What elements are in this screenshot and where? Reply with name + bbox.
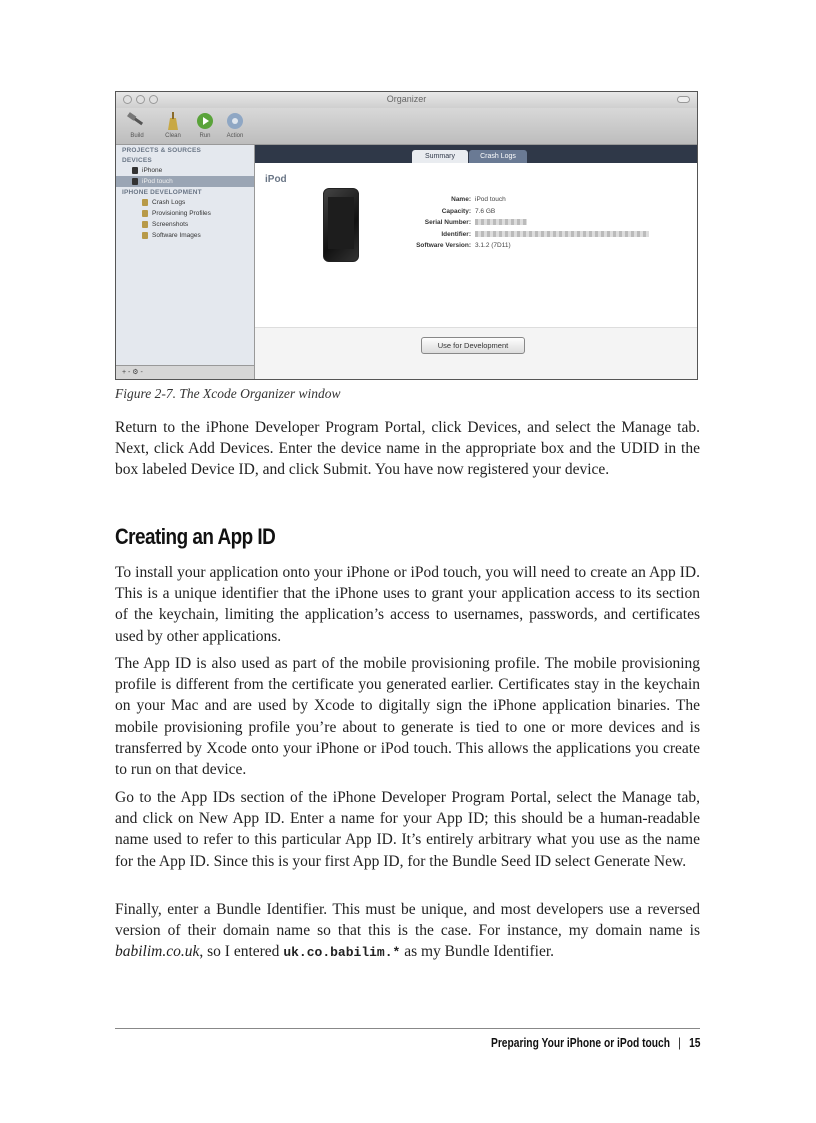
sidebar-item-provisioning[interactable] bbox=[116, 208, 254, 219]
figure-caption: Figure 2-7. The Xcode Organizer window bbox=[115, 386, 341, 401]
identifier-redacted bbox=[475, 231, 649, 237]
section-heading: Creating an App ID bbox=[115, 524, 276, 549]
sidebar-item-label: Software Images bbox=[152, 232, 201, 239]
ipod-image bbox=[323, 188, 359, 262]
clean-button[interactable] bbox=[158, 110, 188, 139]
use-for-development-button[interactable]: Use for Development bbox=[421, 337, 525, 354]
tab-summary[interactable]: Summary bbox=[412, 150, 468, 163]
tab-crash-logs[interactable]: Crash Logs bbox=[469, 150, 527, 163]
run-icon bbox=[194, 110, 216, 132]
hammer-icon bbox=[126, 110, 148, 132]
sidebar-item-iphone[interactable] bbox=[116, 165, 254, 176]
toolbar bbox=[116, 108, 697, 145]
sidebar-item-label: iPod touch bbox=[142, 178, 173, 185]
clean-label: Clean bbox=[165, 133, 181, 139]
action-label: Action bbox=[226, 133, 244, 139]
device-title: iPod bbox=[265, 174, 287, 185]
window-titlebar bbox=[116, 92, 697, 108]
running-title: Preparing Your iPhone or iPod touch bbox=[490, 1036, 670, 1050]
sidebar-item-label: iPhone bbox=[142, 167, 163, 174]
sidebar bbox=[116, 145, 255, 379]
sidebar-bottom-controls[interactable]: + - ⚙ - bbox=[116, 365, 254, 379]
bundle-identifier-code: uk.co.babilim.* bbox=[283, 945, 401, 961]
sidebar-item-crash-logs[interactable] bbox=[116, 197, 254, 208]
device-info bbox=[373, 194, 649, 252]
build-button[interactable] bbox=[122, 110, 152, 139]
footer-rule bbox=[115, 1028, 700, 1029]
ipod-icon bbox=[132, 178, 138, 185]
sidebar-section-projects[interactable]: PROJECTS & SOURCES bbox=[122, 147, 202, 154]
run-label: Run bbox=[199, 133, 211, 139]
page-footer bbox=[491, 1036, 700, 1050]
sidebar-item-screenshots[interactable] bbox=[116, 219, 254, 230]
name-label: Name: bbox=[451, 196, 471, 203]
window-title: Organizer bbox=[386, 94, 427, 104]
broom-icon bbox=[162, 110, 184, 132]
figure-screenshot bbox=[115, 91, 698, 380]
paragraph-5-text: as my Bundle Identifier. bbox=[400, 943, 555, 961]
name-value: iPod touch bbox=[475, 196, 506, 203]
serial-label: Serial Number: bbox=[424, 219, 471, 226]
sidebar-item-label: Provisioning Profiles bbox=[152, 210, 211, 217]
iphone-icon bbox=[132, 167, 138, 174]
footer-separator: | bbox=[677, 1036, 681, 1050]
capacity-value: 7.6 GB bbox=[475, 207, 496, 215]
detail-pane bbox=[255, 145, 697, 379]
toolbar-toggle-icon[interactable] bbox=[677, 96, 690, 103]
capacity-label: Capacity: bbox=[441, 207, 471, 215]
sidebar-item-software-images[interactable] bbox=[116, 230, 254, 241]
paragraph-4: Go to the App IDs section of the iPhone Developer Program Portal, select the Manage tab, and click on New App ID. Enter a name for your App ID; this should be a human-readable name used to refer to this particular App ID. It’s entirely arbitrary what you use as the name for the App ID. Since this is your first App ID, for the Bundle Seed ID select Generate New. bbox=[115, 789, 700, 870]
paragraph-5-text: Finally, enter a Bundle Identifier. This must be unique, and most developers use a reversed version of their domain name so that this is the case. For instance, my domain name is bbox=[115, 901, 700, 940]
identifier-label: Identifier: bbox=[441, 230, 471, 238]
sidebar-item-label: Screenshots bbox=[152, 221, 189, 228]
run-button[interactable] bbox=[190, 110, 220, 139]
software-version-value: 3.1.2 (7D11) bbox=[475, 242, 511, 249]
sidebar-section-iphone-dev[interactable]: IPHONE DEVELOPMENT bbox=[122, 189, 202, 196]
sidebar-section-devices[interactable]: DEVICES bbox=[122, 157, 152, 164]
page-number: 15 bbox=[688, 1036, 700, 1050]
tab-strip bbox=[255, 145, 697, 163]
paragraph-2: To install your application onto your iPhone or iPod touch, you will need to create an App ID. This is a unique identifier that the iPhone uses to grant your application access to its section of the keychain, limiting the application’s access to usernames, passwords, and certificates used by other applications. bbox=[115, 564, 700, 645]
gear-icon bbox=[224, 110, 246, 132]
paragraph-5-text: , so I entered bbox=[199, 943, 284, 961]
sidebar-item-label: Crash Logs bbox=[152, 199, 186, 206]
software-version-label: Software Version: bbox=[416, 242, 471, 249]
paragraph-3: The App ID is also used as part of the mobile provisioning profile. The mobile provisioning profile is different from the certificate you generated earlier. Certificates stay in the keychain on your Mac and are used by Xcode to digitally sign the iPhone application binaries. The mobile provisioning profile you’re about to generate is tied to one or more devices and is transferred by Xcode onto your iPhone or iPod touch. This allows the applications you create to run on that device. bbox=[115, 655, 700, 779]
build-label: Build bbox=[130, 133, 144, 139]
certificate-icon bbox=[142, 210, 148, 217]
paragraph-5 bbox=[115, 899, 700, 964]
sidebar-item-ipod[interactable] bbox=[116, 176, 254, 187]
warning-icon bbox=[142, 199, 148, 206]
domain-name: babilim.co.uk bbox=[115, 943, 200, 961]
paragraph-1: Return to the iPhone Developer Program Portal, click Devices, and select the Manage tab. Next, click Add Devices. Enter the device name in the appropriate box and the UDID in the box labeled Device ID, and click Submit. You have now registered your device. bbox=[115, 419, 700, 479]
software-image-icon bbox=[142, 232, 148, 239]
screenshot-icon bbox=[142, 221, 148, 228]
serial-redacted bbox=[475, 219, 527, 225]
action-button[interactable] bbox=[220, 110, 250, 139]
